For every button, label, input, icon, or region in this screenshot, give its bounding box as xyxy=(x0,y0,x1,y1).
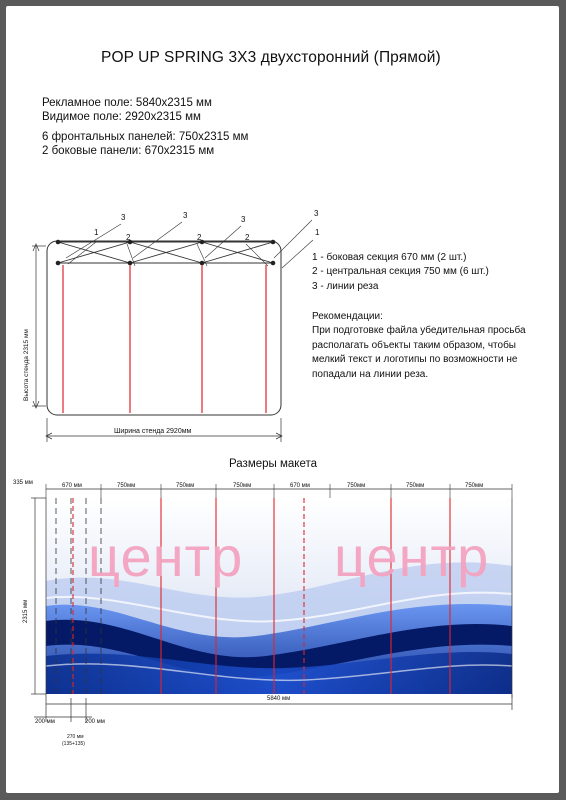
spec-visible-field: Видимое поле: 2920x2315 мм xyxy=(42,111,201,123)
callout-1: 1 xyxy=(94,228,99,237)
callout-3: 3 xyxy=(183,211,188,220)
page-title: POP UP SPRING 3X3 двухсторонний (Прямой) xyxy=(101,49,441,66)
bottom-center-dim: 270 мм xyxy=(67,734,84,740)
width-label: Ширина стенда 2920мм xyxy=(114,428,192,435)
callout-2: 2 xyxy=(245,233,250,242)
height-dimension xyxy=(32,244,46,408)
top-dim-ticks xyxy=(46,484,512,498)
callout-1: 1 xyxy=(315,228,320,237)
spec-side-panels: 2 боковые панели: 670x2315 мм xyxy=(42,145,215,157)
bottom-center-sub: (135+135) xyxy=(62,741,85,747)
dim-750-6: 750мм xyxy=(465,483,484,489)
callout-leaders xyxy=(66,220,313,268)
dim-670-right: 670 мм xyxy=(290,483,310,489)
document-sheet xyxy=(6,6,559,793)
layout-height-dimension xyxy=(31,498,46,694)
bottom-right-dim: 200 мм xyxy=(85,719,105,725)
callout-3: 3 xyxy=(314,209,319,218)
spec-front-panels: 6 фронтальных панелей: 750x2315 мм xyxy=(42,131,249,143)
callout-3: 3 xyxy=(121,213,126,222)
layout-height-label: 2315 мм xyxy=(23,599,29,623)
dim-750-2: 750мм xyxy=(176,483,195,489)
dim-750-5: 750мм xyxy=(406,483,425,489)
callout-3: 3 xyxy=(241,215,246,224)
height-label: Высота стенда 2315 мм xyxy=(23,329,30,401)
recommendations-text: При подготовке файла убедительная просьба располагать объекты таким образом, чтобы мелкий текст и логотипы по возможности не попадали на линии реза. xyxy=(312,325,526,380)
dim-750-1: 750мм xyxy=(117,483,136,489)
truss xyxy=(58,242,273,263)
watermark-left: центр xyxy=(88,525,244,588)
cut-lines xyxy=(63,265,266,413)
dim-670-left: 670 мм xyxy=(62,483,82,489)
dim-750-3: 750мм xyxy=(233,483,252,489)
total-width-label: 5840 мм xyxy=(267,696,291,702)
dim-335: 335 мм xyxy=(13,480,33,486)
spec-advertising-field: Рекламное поле: 5840x2315 мм xyxy=(42,97,212,109)
dim-750-4: 750мм xyxy=(347,483,366,489)
stand-outline xyxy=(47,241,281,415)
watermark-right: центр xyxy=(334,525,490,588)
legend-item-2: 2 - центральная секция 750 мм (6 шт.) xyxy=(312,266,489,277)
bottom-left-dim: 200 мм xyxy=(35,719,55,725)
callout-2: 2 xyxy=(126,233,131,242)
layout-heading: Размеры макета xyxy=(229,458,317,470)
recommendations-heading: Рекомендации: xyxy=(312,311,383,322)
legend-item-1: 1 - боковая секция 670 мм (2 шт.) xyxy=(312,252,467,263)
stand-diagram xyxy=(6,6,559,793)
callout-2: 2 xyxy=(197,233,202,242)
legend-item-3: 3 - линии реза xyxy=(312,281,379,292)
